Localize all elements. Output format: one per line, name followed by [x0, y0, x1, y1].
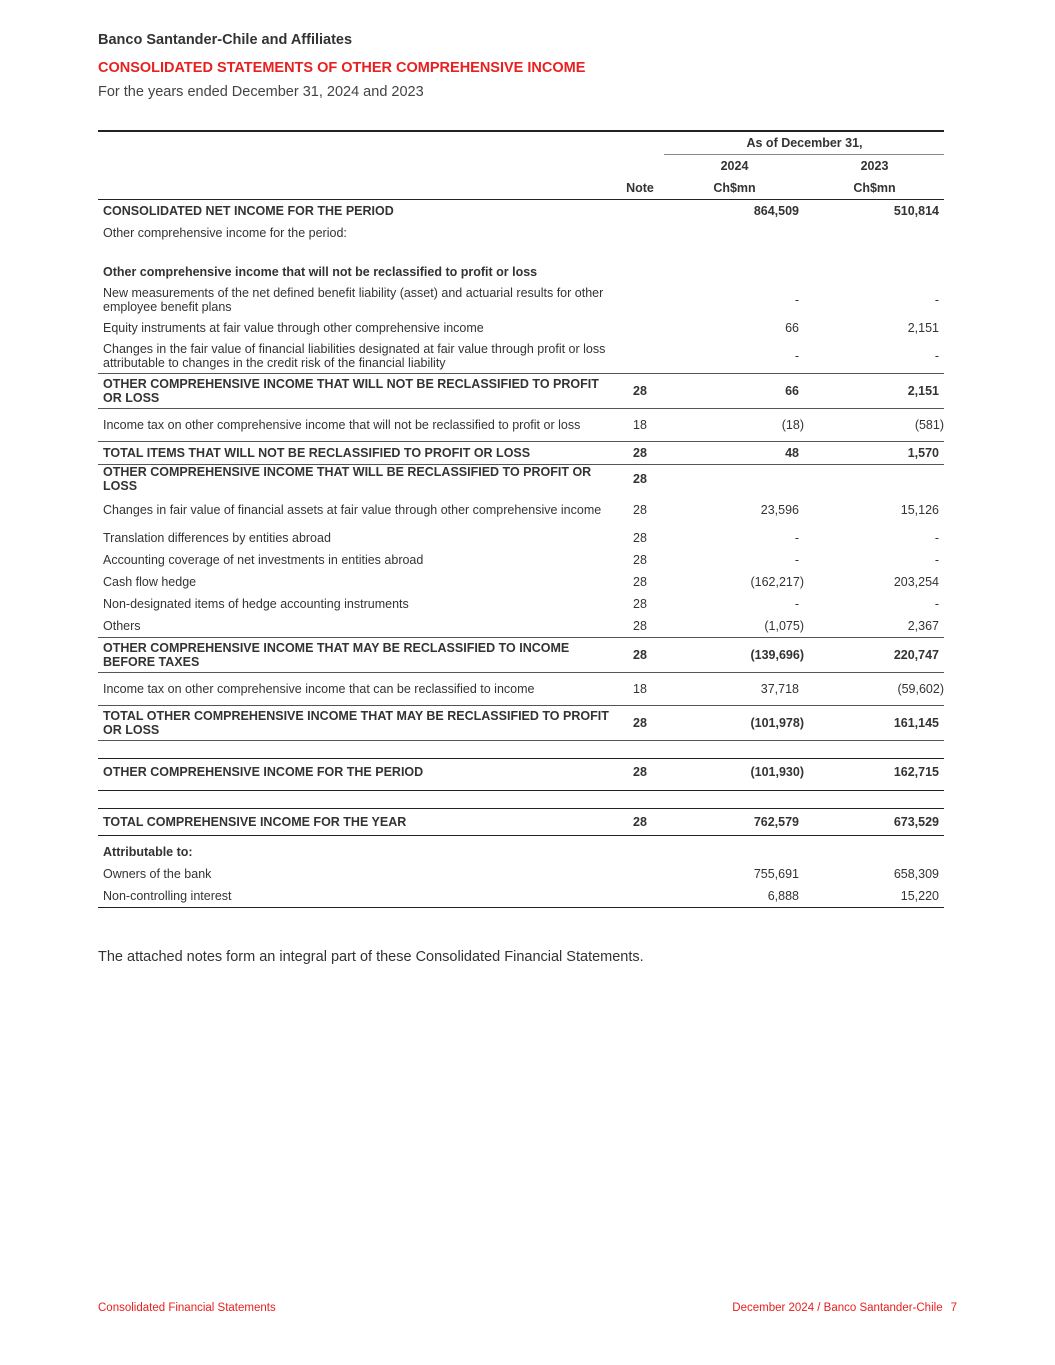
row-label: Income tax on other comprehensive income that will not be reclassified to profit or loss [103, 418, 581, 432]
page-number: 7 [950, 1302, 957, 1314]
footer-section-label: Consolidated Financial Statements [98, 1302, 276, 1314]
row-label: TOTAL OTHER COMPREHENSIVE INCOME THAT MAY BE RECLASSIFIED TO PROFIT OR LOSS [98, 706, 615, 741]
section-heading-row [98, 841, 944, 863]
total-row [98, 442, 944, 465]
row-note: 28 [615, 442, 664, 465]
value-2024: 48 [664, 442, 804, 465]
value-2024: 37,718 [760, 682, 799, 696]
section-heading-row [98, 465, 944, 494]
table-row [98, 493, 944, 527]
row-note: 28 [615, 374, 664, 409]
value-2023: - [934, 597, 939, 611]
row-note: 28 [615, 706, 664, 741]
subtotal-row [98, 374, 944, 409]
value-2023: - [934, 531, 939, 545]
value-2023: 162,715 [893, 765, 939, 779]
row-label: OTHER COMPREHENSIVE INCOME THAT WILL BE RECLASSIFIED TO PROFIT OR LOSS [103, 465, 592, 493]
row-label: Others [98, 615, 615, 638]
row-label: OTHER COMPREHENSIVE INCOME THAT WILL NOT BE RECLASSIFIED TO PROFIT OR LOSS [98, 374, 615, 409]
value-2024: (162,217) [750, 575, 804, 589]
row-label: OTHER COMPREHENSIVE INCOME THAT MAY BE RECLASSIFIED TO INCOME BEFORE TAXES [98, 638, 615, 673]
row-note: 28 [633, 575, 647, 589]
table-row [98, 200, 944, 223]
row-label: Non-designated items of hedge accounting instruments [103, 597, 409, 611]
statement-period: For the years ended December 31, 2024 and 2023 [98, 84, 424, 100]
value-2024: 755,691 [753, 867, 799, 881]
value-2023: 673,529 [804, 809, 944, 836]
row-note: 28 [615, 809, 664, 836]
value-2023: 2,367 [804, 615, 944, 638]
table-row [98, 317, 944, 339]
row-label: TOTAL COMPREHENSIVE INCOME FOR THE YEAR [98, 809, 615, 836]
row-note: 28 [633, 503, 647, 517]
row-label: Translation differences by entities abroad [103, 531, 331, 545]
value-2023: 2,151 [907, 321, 939, 335]
section-heading-row [98, 261, 944, 283]
value-2024: (139,696) [664, 638, 804, 673]
table-row [98, 283, 944, 317]
row-label: Changes in the fair value of financial liabilities designated at fair value through profit or loss attributable to changes in the credit risk of the financial liability [103, 342, 606, 370]
value-2024: 6,888 [664, 885, 804, 908]
value-2023: 658,309 [893, 867, 939, 881]
row-label: New measurements of the net defined benefit liability (asset) and actuarial results for other employee benefit plans [103, 286, 604, 314]
table-row [98, 885, 944, 908]
year-2024-header: 2024 [720, 159, 749, 173]
value-2024: - [794, 349, 799, 363]
company-name: Banco Santander-Chile and Affiliates [98, 32, 353, 48]
value-2023: 15,126 [900, 503, 939, 517]
footnote: The attached notes form an integral part of these Consolidated Financial Statements. [98, 949, 644, 965]
value-2023: 220,747 [804, 638, 944, 673]
row-label: Owners of the bank [103, 867, 212, 881]
total-row [98, 706, 944, 741]
row-note: 28 [633, 553, 647, 567]
row-label: Income tax on other comprehensive income that can be reclassified to income [103, 682, 535, 696]
row-label: Cash flow hedge [103, 575, 197, 589]
value-2023: 2,151 [804, 374, 944, 409]
value-2024: - [794, 531, 799, 545]
year-2023-header: 2023 [860, 159, 889, 173]
row-label: Accounting coverage of net investments in entities abroad [103, 553, 424, 567]
value-2024: (18) [781, 418, 804, 432]
value-2023: (59,602) [897, 682, 944, 696]
row-note: 28 [633, 765, 647, 779]
value-2024: (101,930) [750, 765, 804, 779]
subtotal-row [98, 638, 944, 673]
row-note [615, 317, 664, 339]
unit-2023-header: Ch$mn [804, 177, 944, 200]
footer-right [732, 1302, 957, 1314]
row-label: Other comprehensive income for the period: [103, 226, 347, 240]
row-note: 28 [633, 531, 647, 545]
row-note: 28 [615, 638, 664, 673]
value-2023: - [934, 293, 939, 307]
row-note [615, 283, 664, 317]
value-2024: - [794, 293, 799, 307]
row-note [615, 339, 664, 374]
value-2024: - [794, 553, 799, 567]
row-note: 28 [633, 597, 647, 611]
table-row [98, 863, 944, 885]
row-label: TOTAL ITEMS THAT WILL NOT BE RECLASSIFIED TO PROFIT OR LOSS [98, 442, 615, 465]
row-label: OTHER COMPREHENSIVE INCOME FOR THE PERIOD [103, 765, 424, 779]
row-label: Equity instruments at fair value through other comprehensive income [103, 321, 484, 335]
value-2023: 203,254 [893, 575, 939, 589]
table-row [98, 549, 944, 571]
value-2023: - [934, 553, 939, 567]
table-row [98, 222, 944, 244]
row-note [615, 863, 664, 885]
row-note: 28 [615, 615, 664, 638]
row-note: 18 [633, 682, 647, 696]
grand-total-row [98, 809, 944, 836]
value-2024: 66 [664, 374, 804, 409]
value-2024: 864,509 [753, 204, 799, 218]
row-label: Other comprehensive income that will not be reclassified to profit or loss [103, 265, 538, 279]
value-2024: 66 [785, 321, 799, 335]
value-2023: - [934, 349, 939, 363]
table-row [98, 615, 944, 638]
total-row [98, 759, 944, 786]
value-2023: 161,145 [804, 706, 944, 741]
row-label: Changes in fair value of financial assets at fair value through other comprehensive income [103, 503, 602, 517]
unit-2024-header: Ch$mn [664, 177, 804, 200]
table-row [98, 678, 944, 700]
row-note: 28 [633, 472, 647, 486]
row-note: 18 [633, 418, 647, 432]
value-2024: - [794, 597, 799, 611]
value-2024: 762,579 [664, 809, 804, 836]
table-row [98, 593, 944, 615]
row-note [615, 885, 664, 908]
table-row [98, 527, 944, 549]
financial-statement-table [98, 130, 944, 908]
value-2024: (1,075) [664, 615, 804, 638]
value-2024: 23,596 [760, 503, 799, 517]
table-row [98, 414, 944, 436]
value-2023: 510,814 [893, 204, 939, 218]
row-label: Non-controlling interest [98, 885, 615, 908]
value-2023: 15,220 [804, 885, 944, 908]
row-note [615, 200, 664, 223]
statement-title: CONSOLIDATED STATEMENTS OF OTHER COMPREHENSIVE INCOME [98, 60, 586, 76]
value-2023: (581) [914, 418, 944, 432]
table-row [98, 571, 944, 593]
footer-doc-label: December 2024 / Banco Santander-Chile [732, 1302, 943, 1314]
value-2024: (101,978) [664, 706, 804, 741]
table-row [98, 339, 944, 374]
header-group-label: As of December 31, [664, 132, 944, 155]
row-label: Attributable to: [103, 845, 193, 859]
row-label: CONSOLIDATED NET INCOME FOR THE PERIOD [103, 204, 394, 218]
value-2023: 1,570 [804, 442, 944, 465]
note-column-header: Note [615, 177, 664, 200]
